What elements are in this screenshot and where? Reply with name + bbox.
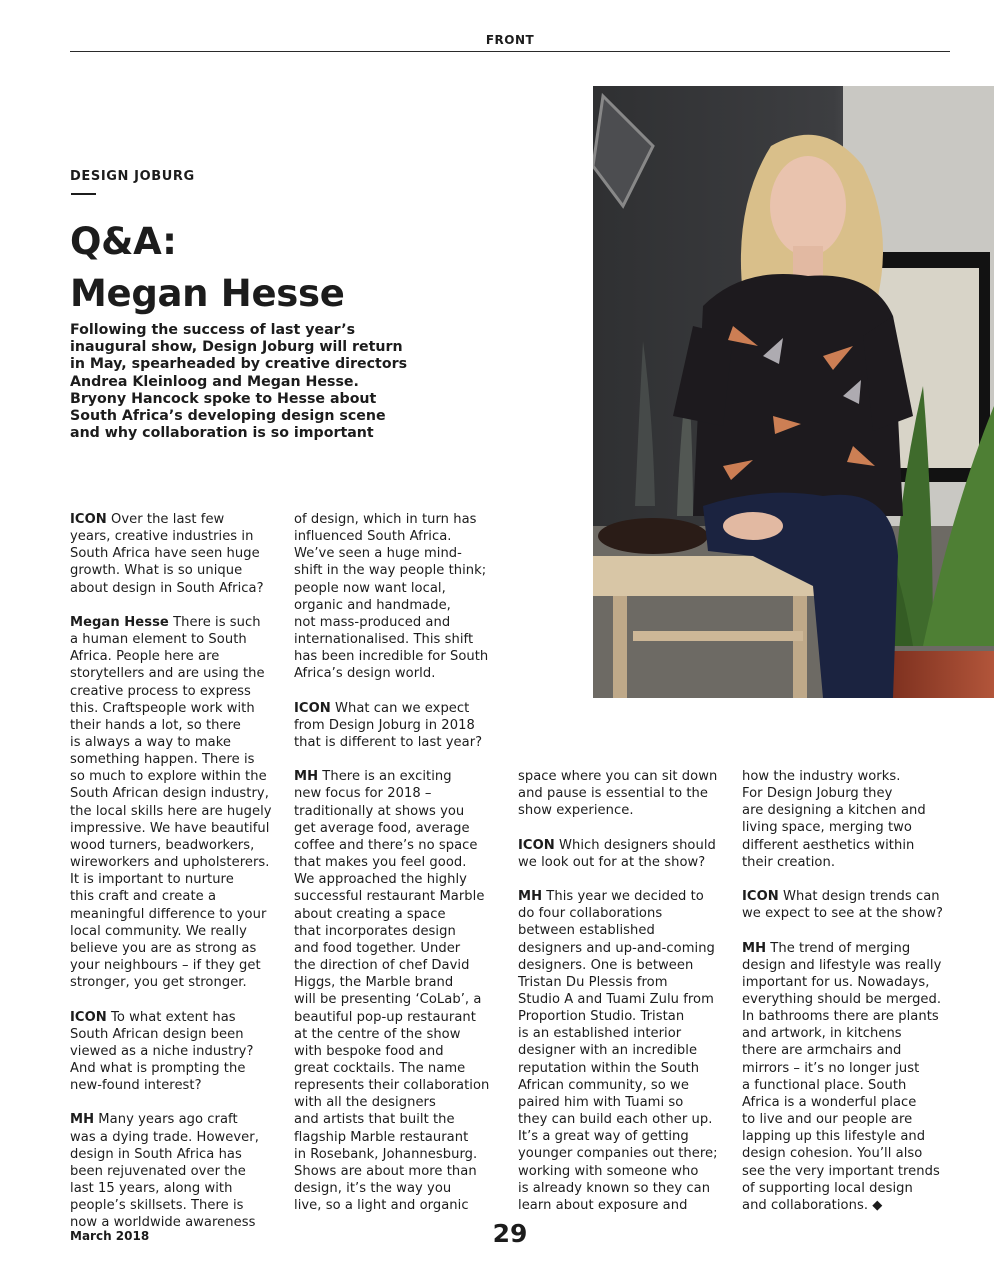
text-line bbox=[294, 940, 516, 957]
line-text: great cocktails. The name bbox=[294, 1060, 466, 1076]
line-text: the direction of chef David bbox=[294, 958, 470, 974]
line-text: South African design been bbox=[70, 1026, 244, 1042]
line-text: meaningful difference to your bbox=[70, 906, 267, 922]
line-text: wood turners, beadworkers, bbox=[70, 837, 255, 853]
text-line bbox=[70, 751, 292, 768]
text-line bbox=[294, 631, 516, 648]
answer-label: MH bbox=[742, 940, 767, 956]
line-text: live, so a light and organic bbox=[294, 1198, 469, 1214]
line-text: different aesthetics within bbox=[742, 837, 915, 853]
line-text: Higgs, the Marble brand bbox=[294, 975, 454, 991]
headline-line-2: Megan Hesse bbox=[70, 272, 345, 315]
line-text: Which designers should bbox=[554, 837, 716, 853]
text-line bbox=[294, 528, 516, 545]
text-line bbox=[294, 1060, 516, 1077]
line-text: about design in South Africa? bbox=[70, 580, 264, 596]
text-line bbox=[294, 871, 516, 888]
text-line bbox=[518, 1111, 740, 1128]
text-line bbox=[294, 614, 516, 631]
line-text: designers and up-and-coming bbox=[518, 940, 715, 956]
answer-label: Megan Hesse bbox=[70, 614, 169, 630]
header-rule bbox=[70, 51, 950, 52]
line-text: how the industry works. bbox=[742, 769, 901, 784]
text-line bbox=[742, 1025, 964, 1042]
line-text: mirrors – it’s no longer just bbox=[742, 1060, 920, 1076]
text-line bbox=[70, 1129, 292, 1146]
line-text: we look out for at the show? bbox=[518, 854, 706, 870]
text-line bbox=[294, 1043, 516, 1060]
text-line bbox=[294, 888, 516, 905]
text-line bbox=[518, 802, 740, 819]
text-line bbox=[294, 906, 516, 923]
line-text: there are armchairs and bbox=[742, 1043, 902, 1059]
body-paragraph bbox=[294, 768, 516, 1214]
line-text: been rejuvenated over the bbox=[70, 1163, 246, 1179]
text-line bbox=[742, 1060, 964, 1077]
line-text: we expect to see at the show? bbox=[742, 906, 943, 922]
line-text: at the centre of the show bbox=[294, 1026, 461, 1042]
portrait-photo bbox=[593, 86, 994, 698]
text-line bbox=[294, 717, 516, 734]
question-label: ICON bbox=[70, 1009, 107, 1025]
line-text: lapping up this lifestyle and bbox=[742, 1129, 926, 1145]
line-text: so much to explore within the bbox=[70, 769, 267, 785]
text-line bbox=[70, 614, 292, 631]
line-text: We’ve seen a huge mind- bbox=[294, 546, 462, 562]
portrait-illustration bbox=[593, 86, 994, 698]
body-paragraph bbox=[70, 511, 292, 597]
line-text: Africa’s design world. bbox=[294, 666, 436, 682]
line-text: South Africa have seen huge bbox=[70, 546, 260, 562]
line-text: years, creative industries in bbox=[70, 529, 254, 545]
text-line bbox=[742, 1197, 964, 1214]
text-line bbox=[518, 1180, 740, 1197]
line-text: between established bbox=[518, 923, 655, 939]
line-text: influenced South Africa. bbox=[294, 529, 452, 545]
text-line bbox=[294, 511, 516, 528]
text-line bbox=[742, 854, 964, 871]
text-line bbox=[518, 1197, 740, 1214]
line-text: Studio A and Tuami Zulu from bbox=[518, 992, 714, 1007]
text-line bbox=[294, 803, 516, 820]
question-label: ICON bbox=[518, 837, 555, 853]
line-text: with all the designers bbox=[294, 1095, 436, 1111]
line-text: do four collaborations bbox=[518, 906, 663, 922]
line-text: beautiful pop-up restaurant bbox=[294, 1009, 476, 1025]
line-text: a functional place. South bbox=[742, 1077, 907, 1093]
text-line bbox=[294, 1111, 516, 1128]
text-line bbox=[294, 700, 516, 717]
line-text: What can we expect bbox=[330, 700, 470, 716]
line-text: growth. What is so unique bbox=[70, 563, 243, 579]
text-line bbox=[518, 785, 740, 802]
line-text: younger companies out there; bbox=[518, 1146, 718, 1162]
text-line bbox=[742, 1180, 964, 1197]
line-text: Tristan Du Plessis from bbox=[518, 974, 668, 990]
text-line bbox=[742, 1111, 964, 1128]
line-text: African community, so we bbox=[518, 1077, 689, 1093]
text-line bbox=[294, 734, 516, 751]
line-text: show experience. bbox=[518, 803, 634, 819]
line-text: For Design Joburg they bbox=[742, 786, 893, 802]
line-text: internationalised. This shift bbox=[294, 632, 474, 648]
line-text: new focus for 2018 – bbox=[294, 786, 432, 802]
text-line bbox=[70, 631, 292, 648]
kicker-divider bbox=[71, 193, 96, 195]
answer-label: MH bbox=[294, 769, 319, 785]
line-text: design in South Africa has bbox=[70, 1146, 242, 1162]
text-line bbox=[742, 785, 964, 802]
text-line bbox=[294, 837, 516, 854]
line-text: wireworkers and upholsterers. bbox=[70, 855, 270, 871]
line-text: in Rosebank, Johannesburg. bbox=[294, 1146, 478, 1162]
text-line bbox=[70, 940, 292, 957]
line-text: get average food, average bbox=[294, 820, 470, 836]
line-text: Shows are about more than bbox=[294, 1163, 477, 1179]
text-line bbox=[294, 820, 516, 837]
body-paragraph bbox=[70, 1111, 292, 1231]
text-line bbox=[518, 1025, 740, 1042]
text-line bbox=[70, 648, 292, 665]
text-line bbox=[742, 991, 964, 1008]
text-line bbox=[518, 974, 740, 991]
text-line bbox=[518, 888, 740, 905]
text-line bbox=[70, 768, 292, 785]
text-line bbox=[518, 1128, 740, 1145]
line-text: Africa. People here are bbox=[70, 649, 220, 665]
text-line bbox=[294, 974, 516, 991]
body-column-4 bbox=[742, 768, 964, 1214]
line-text: is always a way to make bbox=[70, 735, 231, 751]
body-paragraph bbox=[70, 1009, 292, 1095]
line-text: with bespoke food and bbox=[294, 1043, 444, 1059]
question-label: ICON bbox=[742, 889, 779, 905]
text-line bbox=[70, 803, 292, 820]
line-text: This year we decided to bbox=[542, 889, 704, 905]
line-text: important for us. Nowadays, bbox=[742, 974, 930, 990]
text-line bbox=[294, 1146, 516, 1163]
body-paragraph bbox=[742, 888, 964, 922]
line-text: something happen. There is bbox=[70, 752, 255, 768]
text-line bbox=[70, 1026, 292, 1043]
line-text: people now want local, bbox=[294, 580, 446, 596]
text-line bbox=[70, 957, 292, 974]
body-paragraph bbox=[742, 768, 964, 871]
answer-label: MH bbox=[518, 889, 543, 905]
text-line bbox=[742, 1008, 964, 1025]
text-line bbox=[70, 837, 292, 854]
text-line bbox=[742, 957, 964, 974]
page-number: 29 bbox=[492, 1219, 528, 1248]
text-line bbox=[294, 1129, 516, 1146]
text-line bbox=[294, 957, 516, 974]
text-line bbox=[70, 1060, 292, 1077]
line-text: from Design Joburg in 2018 bbox=[294, 717, 475, 733]
line-text: that makes you feel good. bbox=[294, 855, 467, 871]
body-column-3 bbox=[518, 768, 740, 1214]
line-text: The trend of merging bbox=[766, 940, 911, 956]
article-standfirst: Following the success of last year’s inaugural show, Design Joburg will return in May, spearheaded by creative directors Andrea Kleinloog and Megan Hesse. Bryony Hancock spoke to Hesse about South Africa’s developing design scene and why collaboration is so important bbox=[70, 322, 408, 442]
text-line bbox=[70, 1043, 292, 1060]
line-text: South African design industry, bbox=[70, 786, 269, 802]
issue-date: March 2018 bbox=[70, 1229, 150, 1243]
line-text: to live and our people are bbox=[742, 1112, 913, 1128]
line-text: believe you are as strong as bbox=[70, 940, 257, 956]
line-text: of supporting local design bbox=[742, 1180, 913, 1196]
text-line bbox=[742, 1163, 964, 1180]
text-line bbox=[294, 1197, 516, 1214]
line-text: We approached the highly bbox=[294, 872, 467, 888]
line-text: their hands a lot, so there bbox=[70, 717, 241, 733]
line-text: In bathrooms there are plants bbox=[742, 1009, 939, 1025]
line-text: a human element to South bbox=[70, 632, 247, 648]
text-line bbox=[70, 888, 292, 905]
text-line bbox=[294, 580, 516, 597]
line-text: flagship Marble restaurant bbox=[294, 1129, 469, 1145]
text-line bbox=[518, 1008, 740, 1025]
text-line bbox=[518, 1060, 740, 1077]
article-headline bbox=[70, 216, 570, 320]
text-line bbox=[742, 768, 964, 785]
text-line bbox=[70, 511, 292, 528]
line-text: new-found interest? bbox=[70, 1078, 202, 1094]
line-text: paired him with Tuami so bbox=[518, 1094, 684, 1110]
question-label: ICON bbox=[70, 512, 107, 527]
line-text: working with someone who bbox=[518, 1163, 699, 1179]
line-text: represents their collaboration bbox=[294, 1078, 490, 1094]
text-line bbox=[518, 922, 740, 939]
body-paragraph bbox=[294, 700, 516, 751]
text-line bbox=[70, 700, 292, 717]
article-kicker: DESIGN JOBURG bbox=[70, 169, 195, 184]
body-paragraph bbox=[518, 888, 740, 1214]
text-line bbox=[294, 1009, 516, 1026]
text-line bbox=[518, 940, 740, 957]
headline-line-1: Q&A: bbox=[70, 220, 177, 263]
text-line bbox=[742, 1128, 964, 1145]
line-text: has been incredible for South bbox=[294, 649, 489, 665]
line-text: What design trends can bbox=[778, 889, 940, 905]
line-text: viewed as a niche industry? bbox=[70, 1043, 254, 1059]
text-line bbox=[294, 562, 516, 579]
line-text: that is different to last year? bbox=[294, 735, 483, 751]
text-line bbox=[518, 1163, 740, 1180]
line-text: design cohesion. You’ll also bbox=[742, 1146, 923, 1162]
text-line bbox=[70, 717, 292, 734]
text-line bbox=[70, 820, 292, 837]
line-text: see the very important trends bbox=[742, 1163, 940, 1179]
line-text: your neighbours – if they get bbox=[70, 958, 261, 974]
line-text: about creating a space bbox=[294, 906, 446, 922]
text-line bbox=[70, 683, 292, 700]
line-text: everything should be merged. bbox=[742, 992, 942, 1007]
text-line bbox=[742, 1077, 964, 1094]
line-text: of design, which in turn has bbox=[294, 512, 477, 527]
line-text: and food together. Under bbox=[294, 940, 461, 956]
line-text: designer with an incredible bbox=[518, 1043, 698, 1059]
text-line bbox=[70, 734, 292, 751]
text-line bbox=[742, 837, 964, 854]
text-line bbox=[518, 905, 740, 922]
text-line bbox=[294, 923, 516, 940]
line-text: is an established interior bbox=[518, 1026, 682, 1042]
text-line bbox=[70, 545, 292, 562]
text-line bbox=[742, 802, 964, 819]
line-text: space where you can sit down bbox=[518, 769, 718, 784]
line-text: shift in the way people think; bbox=[294, 563, 487, 579]
text-line bbox=[70, 785, 292, 802]
text-line bbox=[294, 991, 516, 1008]
text-line bbox=[518, 837, 740, 854]
text-line bbox=[70, 665, 292, 682]
line-text: design and lifestyle was really bbox=[742, 957, 942, 973]
line-text: the local skills here are hugely bbox=[70, 803, 272, 819]
text-line bbox=[294, 768, 516, 785]
text-line bbox=[518, 1094, 740, 1111]
line-text: people’s skillsets. There is bbox=[70, 1198, 244, 1214]
text-line bbox=[518, 957, 740, 974]
text-line bbox=[70, 1163, 292, 1180]
line-text: impressive. We have beautiful bbox=[70, 820, 270, 836]
line-text: local community. We really bbox=[70, 923, 247, 939]
text-line bbox=[70, 1077, 292, 1094]
text-line bbox=[70, 528, 292, 545]
text-line bbox=[294, 597, 516, 614]
line-text: It is important to nurture bbox=[70, 872, 234, 888]
line-text: Proportion Studio. Tristan bbox=[518, 1009, 685, 1025]
text-line bbox=[70, 923, 292, 940]
line-text: organic and handmade, bbox=[294, 597, 451, 613]
line-text: And what is prompting the bbox=[70, 1060, 246, 1076]
body-paragraph bbox=[70, 614, 292, 991]
line-text: is already known so they can bbox=[518, 1180, 711, 1196]
question-label: ICON bbox=[294, 700, 331, 716]
line-text: reputation within the South bbox=[518, 1060, 700, 1076]
text-line bbox=[742, 905, 964, 922]
text-line bbox=[70, 1180, 292, 1197]
section-label: FRONT bbox=[485, 33, 535, 47]
line-text: designers. One is between bbox=[518, 957, 694, 973]
line-text: will be presenting ‘CoLab’, a bbox=[294, 992, 482, 1008]
text-line bbox=[70, 974, 292, 991]
text-line bbox=[742, 1094, 964, 1111]
text-line bbox=[70, 906, 292, 923]
text-line bbox=[294, 1180, 516, 1197]
text-line bbox=[294, 785, 516, 802]
line-text: learn about exposure and bbox=[518, 1197, 688, 1213]
text-line bbox=[742, 974, 964, 991]
line-text: There is such bbox=[168, 614, 261, 630]
body-paragraph bbox=[742, 940, 964, 1215]
text-line bbox=[70, 871, 292, 888]
text-line bbox=[518, 854, 740, 871]
text-line bbox=[70, 1009, 292, 1026]
line-text: this. Craftspeople work with bbox=[70, 700, 255, 716]
line-text: and artwork, in kitchens bbox=[742, 1026, 902, 1042]
line-text: now a worldwide awareness bbox=[70, 1215, 256, 1231]
line-text: Many years ago craft bbox=[94, 1112, 238, 1128]
line-text: last 15 years, along with bbox=[70, 1181, 233, 1197]
text-line bbox=[294, 1077, 516, 1094]
text-line bbox=[518, 1042, 740, 1059]
line-text: creative process to express bbox=[70, 683, 251, 699]
line-text: and artists that built the bbox=[294, 1112, 455, 1128]
line-text: successful restaurant Marble bbox=[294, 889, 485, 905]
line-text: this craft and create a bbox=[70, 889, 217, 905]
body-column-1 bbox=[70, 511, 292, 1232]
line-text: Over the last few bbox=[106, 512, 225, 527]
text-line bbox=[742, 940, 964, 957]
text-line bbox=[742, 1042, 964, 1059]
line-text: It’s a great way of getting bbox=[518, 1129, 689, 1145]
text-line bbox=[294, 1026, 516, 1043]
body-paragraph bbox=[518, 768, 740, 819]
line-text: storytellers and are using the bbox=[70, 666, 265, 682]
text-line bbox=[70, 1146, 292, 1163]
text-line bbox=[518, 768, 740, 785]
text-line bbox=[70, 562, 292, 579]
line-text: they can build each other up. bbox=[518, 1112, 713, 1128]
text-line bbox=[70, 1111, 292, 1128]
text-line bbox=[294, 665, 516, 682]
answer-label: MH bbox=[70, 1112, 95, 1128]
line-text: was a dying trade. However, bbox=[70, 1129, 259, 1145]
line-text: not mass-produced and bbox=[294, 614, 451, 630]
text-line bbox=[294, 1163, 516, 1180]
body-paragraph bbox=[518, 837, 740, 871]
text-line bbox=[294, 648, 516, 665]
text-line bbox=[518, 991, 740, 1008]
line-text: and pause is essential to the bbox=[518, 786, 708, 802]
line-text: and collaborations. ◆ bbox=[742, 1197, 883, 1213]
line-text: coffee and there’s no space bbox=[294, 837, 478, 853]
line-text: stronger, you get stronger. bbox=[70, 975, 247, 991]
text-line bbox=[742, 1145, 964, 1162]
text-line bbox=[742, 819, 964, 836]
text-line bbox=[518, 1077, 740, 1094]
line-text: living space, merging two bbox=[742, 820, 912, 836]
text-line bbox=[518, 1145, 740, 1162]
text-line bbox=[294, 545, 516, 562]
line-text: are designing a kitchen and bbox=[742, 803, 926, 819]
line-text: Africa is a wonderful place bbox=[742, 1094, 917, 1110]
line-text: To what extent has bbox=[106, 1009, 236, 1025]
body-paragraph bbox=[294, 511, 516, 683]
text-line bbox=[70, 580, 292, 597]
line-text: that incorporates design bbox=[294, 923, 456, 939]
line-text: design, it’s the way you bbox=[294, 1181, 452, 1197]
text-line bbox=[70, 1197, 292, 1214]
text-line bbox=[70, 854, 292, 871]
text-line bbox=[294, 854, 516, 871]
text-line bbox=[294, 1094, 516, 1111]
body-column-2 bbox=[294, 511, 516, 1214]
text-line bbox=[742, 888, 964, 905]
line-text: their creation. bbox=[742, 854, 836, 870]
line-text: traditionally at shows you bbox=[294, 803, 465, 819]
line-text: There is an exciting bbox=[318, 769, 452, 785]
